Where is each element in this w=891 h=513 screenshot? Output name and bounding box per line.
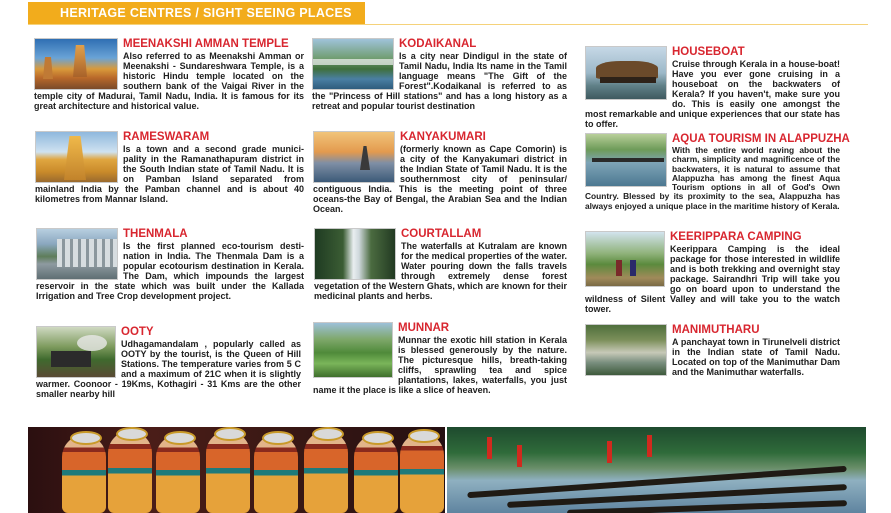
entry-keerippara <box>585 231 840 314</box>
entry-text: With the entire world raving about the charm, simplicity and magnificence of the backwaters, it is natural to assume that Alappuzha has among the finest Aqua Tourism options in all of God's Own Country. Blessed by its proximity to the sea, Alappuzha has always enjoyed a unique place in the maritime history of Kerala. <box>585 145 840 211</box>
entry-ooty <box>36 326 301 399</box>
entry-title: COURTALLAM <box>401 228 482 240</box>
banner-divider <box>28 24 868 25</box>
entry-text: Is a town and a second grade munici-pality in the Ramanathapuram district in the South Indian state of Tamil Nadu. It is on Pamban Island separated from mainland India by the Pamban channel and is about 40 kilometres from Mannar Island. <box>35 144 304 204</box>
entry-text: (formerly known as Cape Comorin) is a city of the Kanyakumari district in the Indian State of Tamil Nadu. It is the southernmost city of peninsular/ contiguous India. This is the meeting point of three oceans-the Bay of Bengal, the Arabian Sea and the Indian Ocean. <box>313 144 567 214</box>
entry-text: Also referred to as Meenakshi Amman or Meenakshi - Sundareshwara Temple, is a historic Hindu temple located on the southern bank of the Vaigai River in the temple city of Madurai, Tamil Nadu, India. It is famous for its great architecture and historical value. <box>34 51 304 111</box>
section-banner: HERITAGE CENTRES / SIGHT SEEING PLACES <box>28 2 365 24</box>
snake-boat-race-photo <box>447 427 866 513</box>
entry-title: KEERIPPARA CAMPING <box>670 231 802 243</box>
kanyakumari-statue-photo <box>313 131 395 183</box>
manimutharu-falls-photo <box>585 324 667 376</box>
thenmala-dam-photo <box>36 228 118 280</box>
entry-manimutharu <box>585 324 840 377</box>
boat-flag <box>647 435 652 457</box>
entry-rameswaram <box>35 131 304 204</box>
kodaikanal-lake-photo <box>312 38 394 90</box>
entry-title: MANIMUTHARU <box>672 324 760 336</box>
entry-text: Cruise through Kerala in a house-boat! Have you ever gone cruising in a houseboat on the backwaters of Kerala? If you haven't, make sure you do. This is easily one amongst the most remarkable and unique experiences that our state has to offer. <box>585 59 840 129</box>
meenakshi-temple-photo <box>34 38 118 90</box>
dancer-figure <box>304 431 348 513</box>
entry-title: HOUSEBOAT <box>672 46 745 58</box>
entry-aqua-tourism <box>585 133 850 211</box>
rameswaram-temple-photo <box>35 131 118 183</box>
entry-meenakshi <box>34 38 304 111</box>
entry-kodaikanal <box>312 38 567 111</box>
houseboat-photo <box>585 46 667 100</box>
entry-text: Is a city near Dindigul in the state of Tamil Nadu, India Its name in the Tamil language means "The Gift of the Forest".Kodaikanal is referred to as the "Princess of Hill stations" and has a long history as a retreat and popular tourist destination <box>312 51 567 111</box>
entry-thenmala <box>36 228 304 301</box>
entry-text: Munnar the exotic hill station in Kerala is blessed generously by the nature. The picturesque hills, breath-taking cliffs, sprawling tea and spice plantations, lakes, waterfalls, you just name it the place is like a slice of heaven. <box>313 335 567 395</box>
entry-munnar <box>313 322 567 395</box>
entry-title: KANYAKUMARI <box>400 131 486 143</box>
courtallam-waterfall-photo <box>314 228 396 280</box>
entry-text: The waterfalls at Kutralam are known for the medical properties of the water. Water pouring down the falls travels through extremely dense forest vegetation of the Western Ghats, which are known for their medicinal plants and herbs. <box>314 241 567 301</box>
entry-title: THENMALA <box>123 228 188 240</box>
dancer-figure <box>354 435 398 513</box>
entry-title: MUNNAR <box>398 322 450 334</box>
boat-flag <box>517 445 522 467</box>
boat-flag <box>607 441 612 463</box>
entry-title: OOTY <box>121 326 154 338</box>
dancer-figure <box>400 433 444 513</box>
dancer-figure <box>206 431 250 513</box>
dancer-figure <box>108 431 152 513</box>
boat-flag <box>487 437 492 459</box>
entry-text: Is the first planned eco-tourism desti-nation in India. The Thenmala Dam is a popular ecotourism destination in Kerala. The Dam, which impounds the largest reservoir in the state which was built under the Kallada Irrigation and Tree Crop development project. <box>36 241 304 301</box>
dancer-figure <box>62 435 106 513</box>
dancer-figure <box>156 435 200 513</box>
entry-text: Udhagamandalam , popularly called as OOTY by the tourist, is the Queen of Hill Stations. The temperature varies from 5 C and a maximum of 21C when it is slightly warmer. Coonoor - 19Kms, Kothagiri - 31 Kms are the other smaller nearby hill <box>36 339 301 399</box>
entry-title: MEENAKSHI AMMAN TEMPLE <box>123 38 289 50</box>
entry-title: AQUA TOURISM IN ALAPPUZHA <box>672 133 850 145</box>
entry-courtallam <box>314 228 567 301</box>
keerippara-camping-photo <box>585 231 665 287</box>
dancer-figure <box>254 435 298 513</box>
classical-dance-photo <box>28 427 445 513</box>
aqua-tourism-photo <box>585 133 667 187</box>
entry-title: RAMESWARAM <box>123 131 210 143</box>
entry-title: KODAIKANAL <box>399 38 477 50</box>
munnar-hills-photo <box>313 322 393 378</box>
entry-text: A panchayat town in Tirunelveli district in the Indian state of Tamil Nadu. Located on top of the Manimuthar Dam and the Manimuthar waterfalls. <box>672 337 840 377</box>
entry-kanyakumari <box>313 131 567 214</box>
ooty-train-photo <box>36 326 116 378</box>
entry-houseboat <box>585 46 840 129</box>
entry-text: Keerippara Camping is the ideal package for those interested in wildlife and is both trekking and overnight stay package. Sairandhri Trip will take you go on board upon to understand the wildness of Silent Valley and will take you to the watch tower. <box>585 244 840 314</box>
